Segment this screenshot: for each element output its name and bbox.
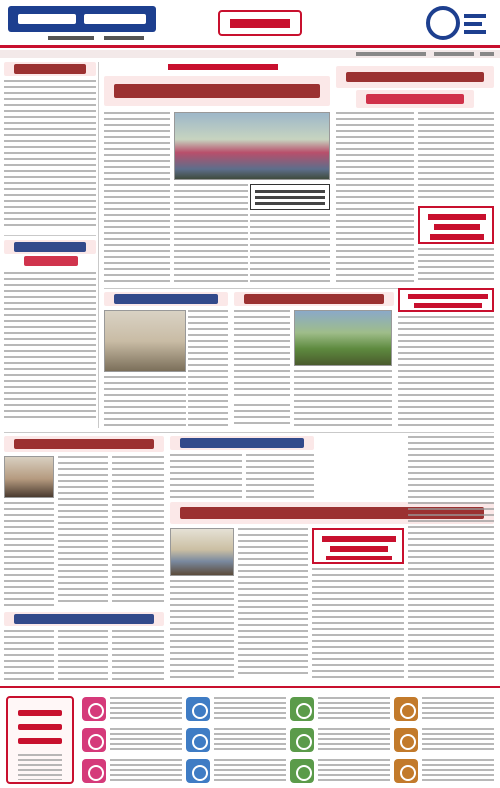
story-body (418, 112, 494, 202)
story-headline (170, 436, 314, 450)
horoscope-sign (186, 725, 288, 755)
anniversary-emblem (420, 4, 490, 44)
story-body (104, 376, 186, 428)
horoscope-sign (82, 756, 184, 786)
story-body (104, 256, 170, 284)
story-body (58, 456, 108, 606)
highlight-box (418, 206, 494, 244)
story-body (112, 456, 164, 606)
horoscope-sign (394, 756, 496, 786)
story-body (418, 248, 494, 282)
story-body (312, 568, 404, 678)
story-body (174, 184, 248, 284)
horoscope-text (422, 697, 494, 721)
story-headline (4, 240, 96, 254)
horoscope-text (214, 759, 286, 783)
horoscope-sign (290, 756, 392, 786)
story-body (398, 316, 494, 428)
story-body (170, 454, 242, 498)
team-photo (170, 528, 234, 576)
horoscope-text (110, 697, 182, 721)
horoscope-text (422, 759, 494, 783)
story-headline (336, 66, 494, 88)
story-body (234, 404, 290, 428)
story-body (250, 214, 330, 284)
kicker (108, 62, 322, 72)
story-body (294, 370, 392, 428)
section-rule (4, 235, 96, 236)
zodiac-icon (82, 728, 106, 752)
village-protest-photo (174, 112, 330, 180)
horoscope-sign (394, 725, 496, 755)
horoscope-text (110, 728, 182, 752)
horoscope-sign (82, 694, 184, 724)
story-headline-box (398, 288, 494, 312)
zodiac-icon (394, 759, 418, 783)
horoscope-sign (186, 694, 288, 724)
zodiac-icon (82, 759, 106, 783)
zodiac-icon (186, 759, 210, 783)
story-body (188, 310, 228, 428)
meeting-photo (104, 310, 186, 372)
edition-label (218, 10, 302, 36)
horoscope-text (214, 728, 286, 752)
zodiac-icon (394, 697, 418, 721)
story-body (4, 502, 54, 606)
horoscope-section (0, 686, 500, 788)
story-headline (104, 292, 228, 306)
story-headline (234, 292, 394, 306)
horoscope-text (110, 759, 182, 783)
story-body (246, 454, 314, 498)
section-rule (4, 432, 494, 433)
story-body (4, 80, 96, 230)
horoscope-sign (290, 694, 392, 724)
masthead (0, 0, 500, 48)
highlight-box (312, 528, 404, 564)
zodiac-icon (82, 697, 106, 721)
zodiac-icon (290, 728, 314, 752)
story-subheadline (356, 90, 474, 108)
story-body (58, 630, 108, 680)
horoscope-text (318, 728, 390, 752)
horoscope-text (214, 697, 286, 721)
story-body (4, 272, 96, 422)
zodiac-icon (186, 728, 210, 752)
horoscope-text (318, 759, 390, 783)
reporter-photo (4, 456, 54, 498)
story-body (238, 528, 308, 678)
horoscope-sign (186, 756, 288, 786)
story-headline (4, 436, 164, 452)
zodiac-icon (290, 759, 314, 783)
zodiac-icon (290, 697, 314, 721)
story-body (170, 580, 234, 678)
story-body (104, 112, 170, 252)
story-headline (104, 76, 330, 106)
story-body (408, 436, 494, 678)
date-line (0, 50, 500, 58)
horoscope-text (318, 697, 390, 721)
horoscope-sign (290, 725, 392, 755)
story-body (112, 630, 164, 680)
story-headline (4, 62, 96, 76)
horoscope-sign (394, 694, 496, 724)
photo-caption-box (250, 184, 330, 210)
newspaper-logo (8, 6, 156, 44)
horoscope-sign (82, 725, 184, 755)
story-body (4, 630, 54, 680)
zodiac-icon (394, 728, 418, 752)
horoscope-title (6, 696, 74, 784)
story-subheadline (14, 256, 88, 266)
story-headline (4, 612, 164, 626)
column-rule (98, 62, 99, 428)
zodiac-icon (186, 697, 210, 721)
story-body (336, 112, 414, 282)
story-body (234, 310, 290, 400)
plantation-photo (294, 310, 392, 366)
horoscope-text (422, 728, 494, 752)
